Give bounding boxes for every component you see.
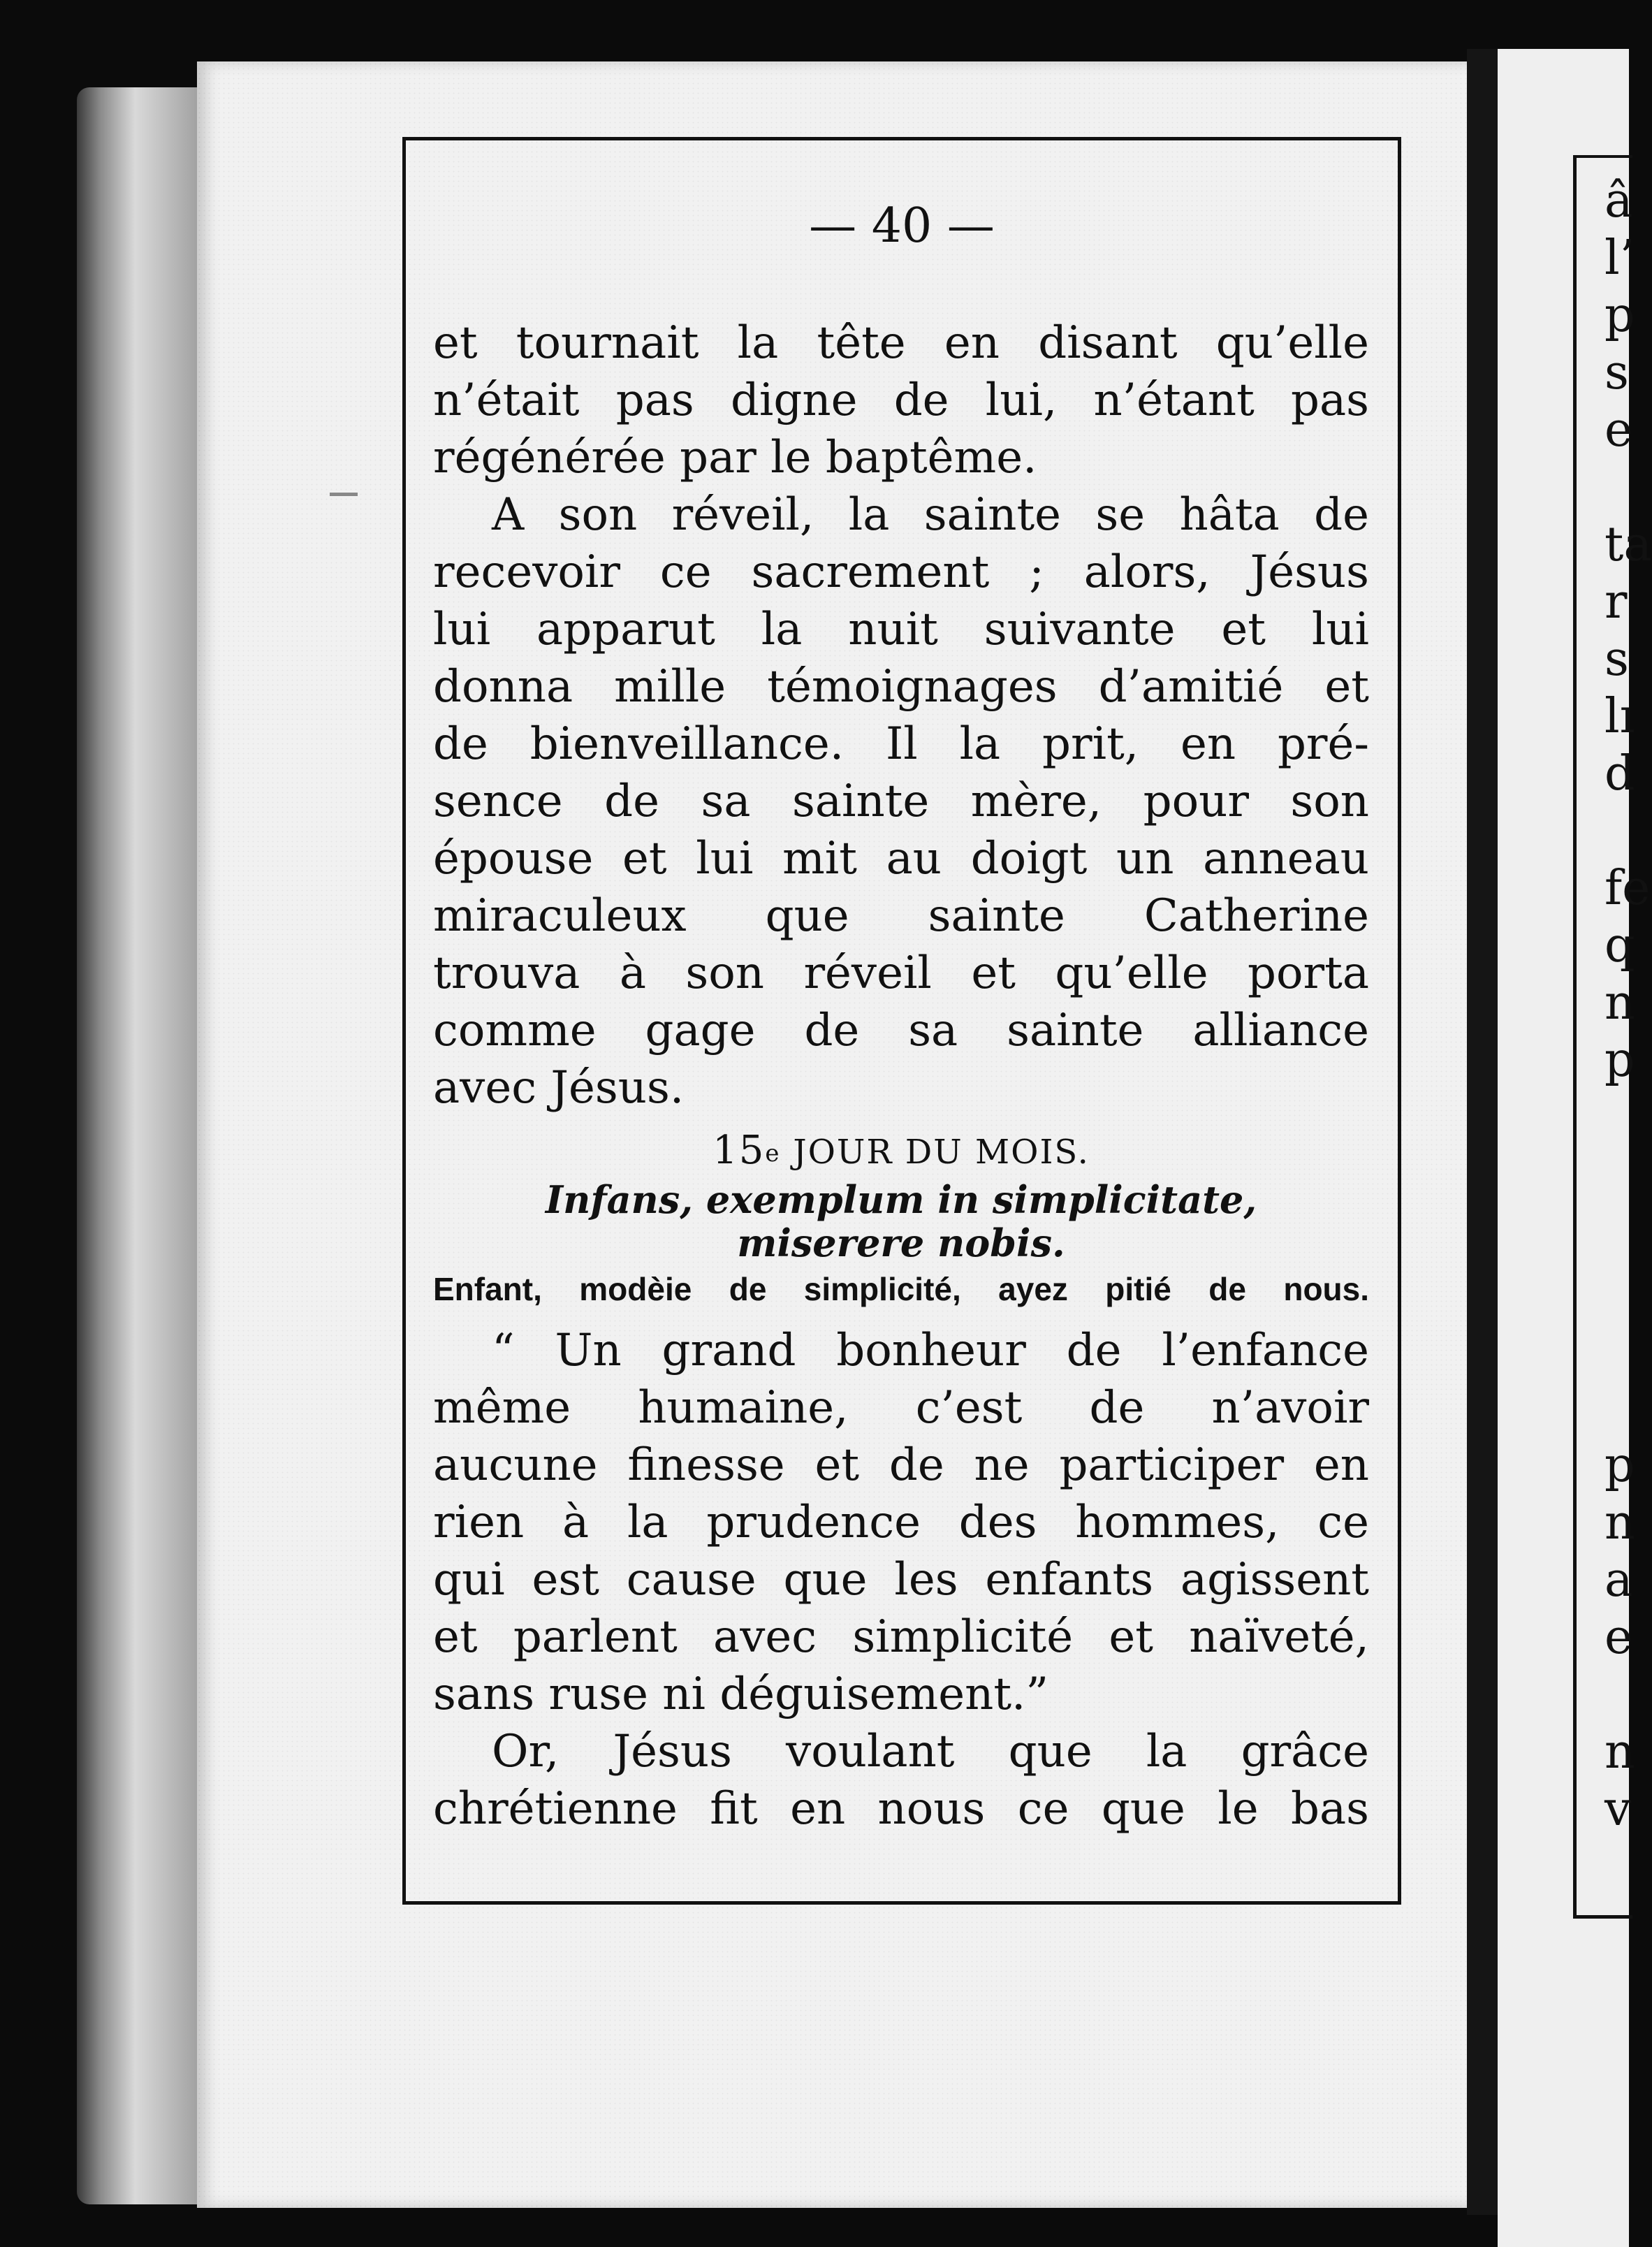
text-line: comme gage de sa sainte alliance	[433, 1005, 1369, 1056]
book-gutter	[1467, 49, 1498, 2215]
latin-invocation-line: miserere nobis.	[737, 1221, 1065, 1265]
facing-fragment: d	[1605, 746, 1635, 801]
text-line: chrétienne fit en nous ce que le bas	[433, 1783, 1369, 1835]
latin-invocation-line: Infans, exemplum in simplicitate,	[545, 1177, 1257, 1222]
facing-fragment: n	[1605, 1724, 1635, 1780]
text-line: régénérée par le baptême.	[433, 432, 1037, 483]
quote-paragraph	[433, 1322, 1369, 1723]
facing-fragment: fe	[1605, 861, 1651, 916]
facing-fragment: ta	[1605, 517, 1652, 572]
opening-paragraph	[433, 314, 1369, 486]
text-line: et parlent avec simplicité et naïveté,	[433, 1611, 1369, 1663]
text-line: lui apparut la nuit suivante et lui	[433, 604, 1369, 655]
text-line: rien à la prudence des hommes, ce	[433, 1497, 1369, 1548]
facing-fragment: q	[1605, 918, 1635, 973]
text-line: aucune finesse et de ne participer en	[433, 1439, 1369, 1491]
text-line: n’était pas digne de lui, n’étant pas	[433, 374, 1369, 426]
text-column	[433, 314, 1369, 1838]
facing-fragment: s	[1605, 632, 1629, 687]
day-number: 15	[712, 1128, 766, 1173]
facing-page-text-fragments	[1573, 155, 1652, 1919]
book-spine-edge	[77, 87, 206, 2204]
text-line: donna mille témoignages d’amitié et	[433, 661, 1369, 713]
text-line: même humaine, c’est de n’avoir	[433, 1382, 1369, 1434]
margin-mark	[330, 493, 358, 496]
day-heading	[433, 1126, 1369, 1178]
text-line: “ Un grand bonheur de l’enfance	[492, 1325, 1369, 1376]
text-line: recevoir ce sacrement ; alors, Jésus	[433, 546, 1369, 598]
french-translation: Enfant, modèie de simplicité, ayez pitié de nous.	[433, 1271, 1369, 1307]
facing-fragment: a	[1605, 1552, 1633, 1608]
text-line: avec Jésus.	[433, 1062, 685, 1114]
text-line: sans ruse ni déguisement.”	[433, 1668, 1049, 1720]
text-line: épouse et lui mit au doigt un anneau	[433, 833, 1369, 885]
text-line: miraculeux que sainte Catherine	[433, 890, 1369, 942]
paragraph-reveil	[433, 486, 1369, 1117]
text-line: Or, Jésus voulant que la grâce	[492, 1726, 1369, 1777]
facing-fragment: p	[1605, 288, 1635, 343]
facing-fragment: n	[1605, 1495, 1635, 1550]
text-line: trouva à son réveil et qu’elle porta	[433, 947, 1369, 999]
day-heading-text: JOUR DU MOIS.	[793, 1133, 1090, 1172]
facing-fragment: s	[1605, 345, 1629, 400]
closing-paragraph	[433, 1723, 1369, 1838]
facing-fragment: r	[1605, 574, 1628, 630]
facing-fragment: â	[1605, 173, 1633, 228]
text-line: de bienveillance. Il la prit, en pré-	[433, 718, 1369, 770]
facing-fragment: n	[1605, 975, 1635, 1031]
page-number: — 40 —	[809, 198, 995, 254]
text-line: et tournait la tête en disant qu’elle	[433, 317, 1369, 369]
facing-fragment: p	[1605, 1033, 1635, 1088]
text-line: qui est cause que les enfants agissent	[433, 1554, 1369, 1606]
facing-fragment: v	[1605, 1782, 1632, 1837]
facing-fragment: lı	[1605, 689, 1635, 744]
facing-fragment: e	[1605, 1610, 1633, 1665]
text-line: A son réveil, la sainte se hâta de	[492, 489, 1369, 541]
facing-fragment: e	[1605, 402, 1633, 458]
header	[402, 0, 1401, 279]
facing-fragment: p	[1605, 1438, 1635, 1493]
facing-fragment: l’	[1605, 231, 1635, 286]
day-number-superscript: e	[765, 1140, 780, 1168]
text-line: sence de sa sainte mère, pour son	[433, 776, 1369, 827]
